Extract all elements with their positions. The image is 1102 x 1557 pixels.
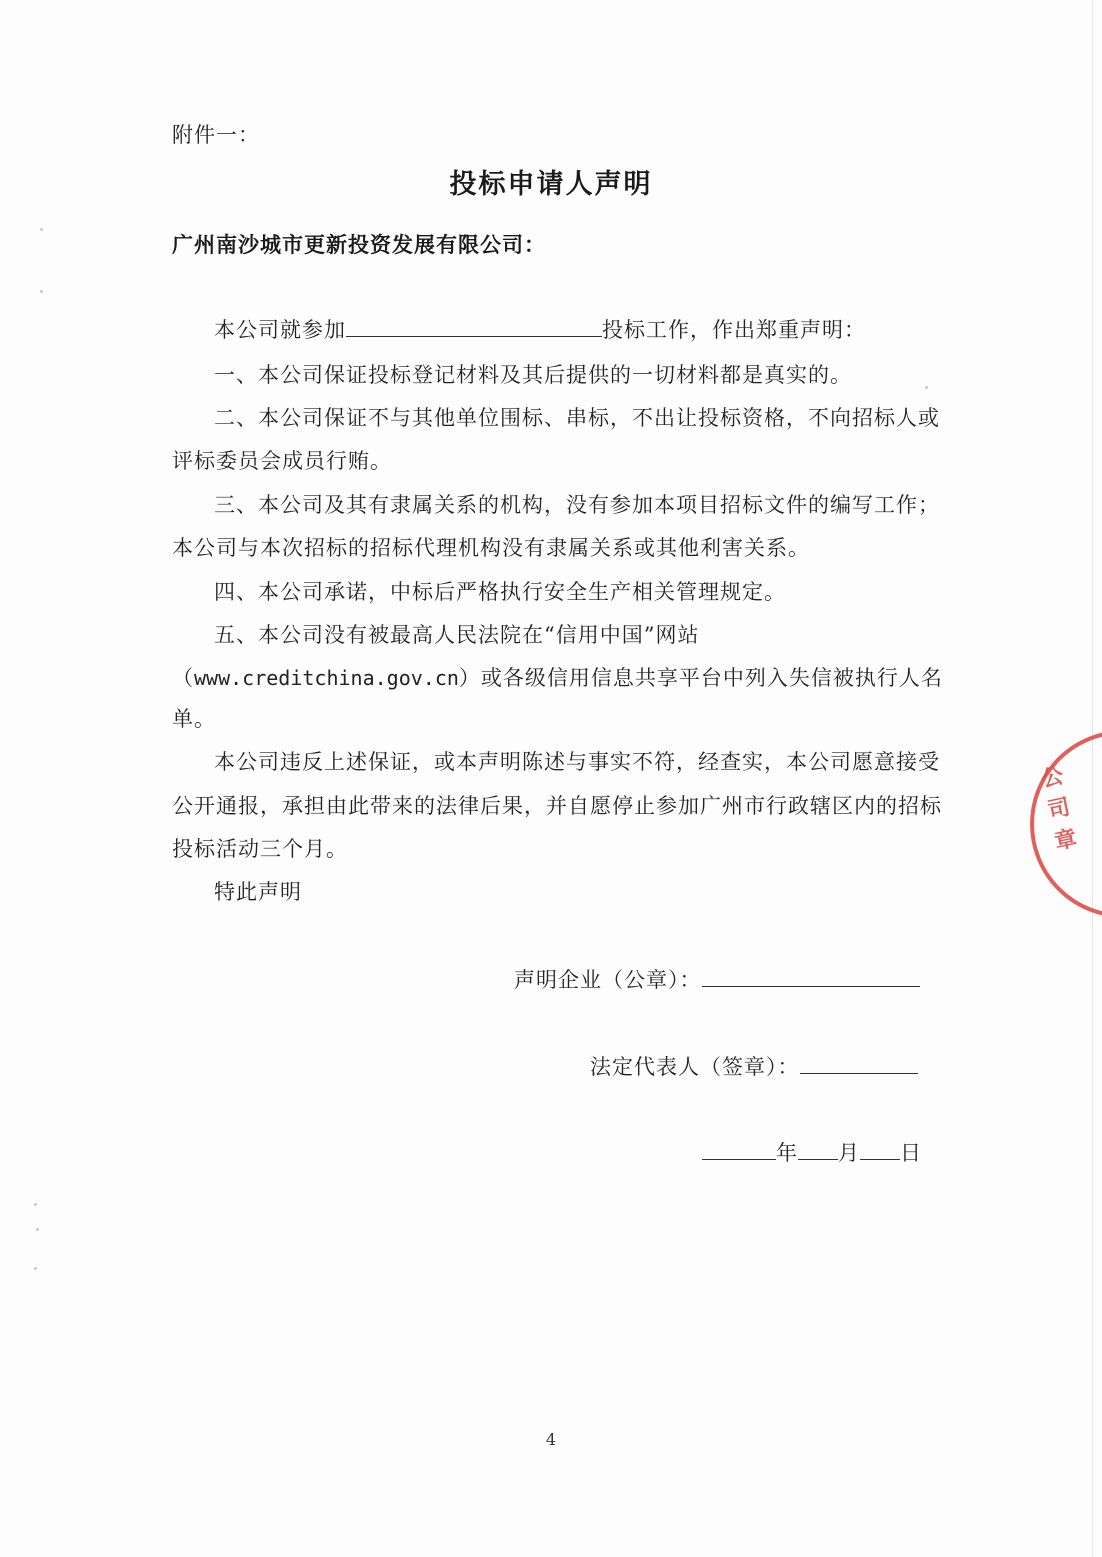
intro-before-blank: 本公司就参加 (214, 318, 346, 342)
clause-2-line-1: 二、本公司保证不与其他单位围标、串标，不出让投标资格，不向招标人或 (214, 406, 940, 430)
clause-5-open-paren: （ (172, 666, 194, 690)
document-title: 投标申请人声明 (449, 169, 653, 200)
month-label: 月 (838, 1141, 860, 1165)
seal-text: 公司章 (1039, 763, 1080, 856)
scan-speck (40, 228, 43, 231)
closing-statement: 特此声明 (214, 880, 302, 904)
legal-rep-label: 法定代表人（签章）： (590, 1055, 800, 1079)
scan-speck (36, 1228, 39, 1231)
clause-5-line-1: 五、本公司没有被最高人民法院在“信用中国”网站 (214, 623, 700, 647)
clause-3-line-1: 三、本公司及其有隶属关系的机构，没有参加本项目招标文件的编写工作； (214, 493, 940, 517)
year-blank (702, 1137, 776, 1160)
clause-5-line-3: 单。 (172, 707, 216, 731)
clause-2-line-2: 评标委员会成员行贿。 (172, 449, 392, 473)
company-seal-label: 声明企业（公章）： (514, 968, 702, 992)
day-label: 日 (900, 1141, 922, 1165)
credit-china-url: www.creditchina.gov.cn (194, 666, 459, 690)
company-seal-line (514, 964, 920, 995)
page-number: 4 (545, 1430, 557, 1449)
date-line (702, 1137, 922, 1168)
day-blank (860, 1137, 900, 1160)
penalty-line-2: 公开通报，承担由此带来的法律后果，并自愿停止参加广州市行政辖区内的招标 (172, 794, 942, 818)
month-blank (798, 1137, 838, 1160)
addressee: 广州南沙城市更新投资发展有限公司： (172, 233, 546, 257)
clause-5-line-2 (172, 663, 943, 693)
attachment-label: 附件一： (172, 123, 260, 147)
clause-1: 一、本公司保证投标登记材料及其后提供的一切材料都是真实的。 (214, 363, 852, 387)
scan-speck (34, 1203, 37, 1206)
company-seal-blank (702, 964, 920, 987)
penalty-line-3: 投标活动三个月。 (172, 837, 348, 861)
clause-5-line-2-rest: ）或各级信用信息共享平台中列入失信被执行人名 (458, 666, 943, 690)
legal-rep-blank (800, 1051, 918, 1074)
scan-speck (925, 386, 928, 389)
clause-4: 四、本公司承诺，中标后严格执行安全生产相关管理规定。 (214, 580, 786, 604)
scan-speck (40, 290, 43, 293)
intro-paragraph (214, 314, 866, 345)
penalty-line-1: 本公司违反上述保证，或本声明陈述与事实不符，经查实，本公司愿意接受 (214, 750, 940, 774)
clause-3-line-2: 本公司与本次招标的招标代理机构没有隶属关系或其他利害关系。 (172, 536, 810, 560)
project-name-blank (346, 314, 602, 337)
scan-speck (34, 1267, 37, 1270)
intro-after-blank: 投标工作，作出郑重声明： (602, 318, 866, 342)
year-label: 年 (776, 1141, 798, 1165)
legal-rep-line (590, 1051, 918, 1082)
